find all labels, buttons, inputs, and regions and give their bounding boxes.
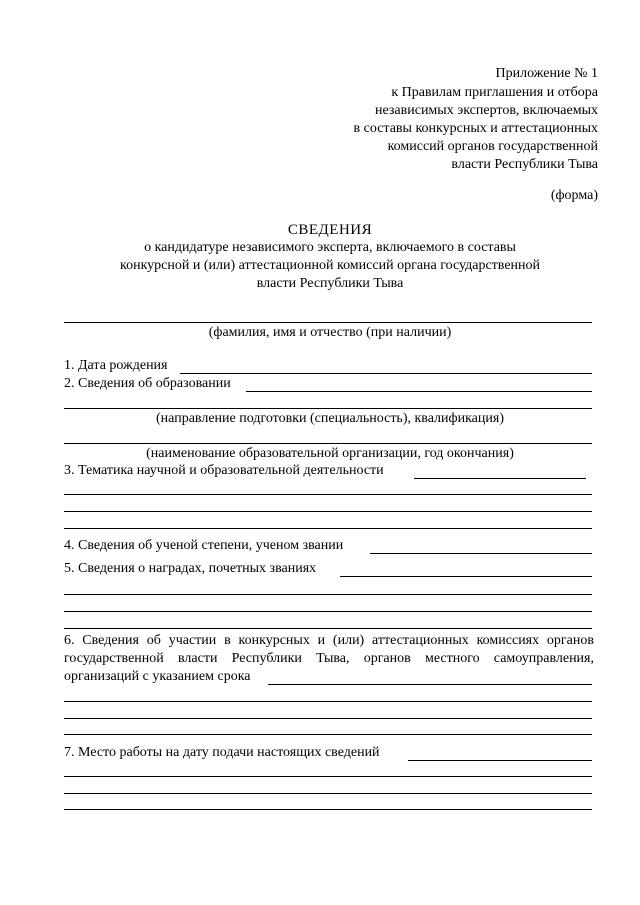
workplace-line-1[interactable] [408, 760, 592, 761]
birth-date-line[interactable] [180, 373, 592, 374]
commissions-label-line-1: 6. Сведения об участии в конкурсных и (или) аттестационных комиссиях органов [64, 633, 594, 648]
form-label: (форма) [550, 188, 598, 203]
education-specialty-line[interactable] [64, 408, 592, 409]
appendix-line-6: власти Республики Тыва [451, 157, 598, 172]
workplace-line-4[interactable] [64, 809, 592, 810]
education-line[interactable] [246, 391, 592, 392]
commissions-line-3[interactable] [64, 718, 592, 719]
appendix-line-4: в составы конкурсных и аттестационных [353, 121, 598, 136]
subtitle-line-3: власти Республики Тыва [256, 276, 404, 291]
commissions-label-line-2: государственной власти Республики Тыва, органов местного самоуправления, [64, 651, 594, 666]
topics-line-1[interactable] [414, 478, 586, 479]
appendix-line-3: независимых экспертов, включаемых [375, 103, 598, 118]
appendix-line-5: комиссий органов государственной [387, 139, 598, 154]
commissions-line-4[interactable] [64, 734, 592, 735]
appendix-line-1: Приложение № 1 [495, 66, 598, 81]
fio-caption: (фамилия, имя и отчество (при наличии) [208, 325, 452, 340]
topics-line-3[interactable] [64, 511, 592, 512]
commissions-label-line-3: организаций с указанием срока [64, 669, 251, 684]
degree-line[interactable] [370, 553, 592, 554]
degree-label: 4. Сведения об ученой степени, ученом звании [64, 538, 344, 553]
topics-label: 3. Тематика научной и образовательной деятельности [64, 463, 384, 478]
commissions-line-2[interactable] [64, 701, 592, 702]
topics-line-2[interactable] [64, 494, 592, 495]
fio-line[interactable] [64, 322, 592, 323]
subtitle-line-2: конкурсной и (или) аттестационной комиссий органа государственной [119, 258, 541, 273]
education-label: 2. Сведения об образовании [64, 376, 231, 391]
subtitle-line-1: о кандидатуре независимого эксперта, включаемого в составы [144, 240, 516, 255]
awards-line-4[interactable] [64, 628, 592, 629]
awards-line-2[interactable] [64, 594, 592, 595]
awards-label: 5. Сведения о наградах, почетных званиях [64, 561, 317, 576]
birth-date-label: 1. Дата рождения [64, 358, 168, 373]
education-caption-organization: (наименование образовательной организации, год окончания) [146, 446, 514, 461]
topics-line-4[interactable] [64, 528, 592, 529]
workplace-line-3[interactable] [64, 793, 592, 794]
commissions-line-1[interactable] [268, 684, 592, 685]
workplace-line-2[interactable] [64, 776, 592, 777]
workplace-label: 7. Место работы на дату подачи настоящих сведений [64, 745, 380, 760]
education-organization-line[interactable] [64, 443, 592, 444]
document-title: СВЕДЕНИЯ [287, 222, 373, 238]
appendix-line-2: к Правилам приглашения и отбора [391, 85, 598, 100]
education-caption-specialty: (направление подготовки (специальность), квалификация) [156, 411, 504, 426]
awards-line-1[interactable] [340, 576, 592, 577]
awards-line-3[interactable] [64, 611, 592, 612]
